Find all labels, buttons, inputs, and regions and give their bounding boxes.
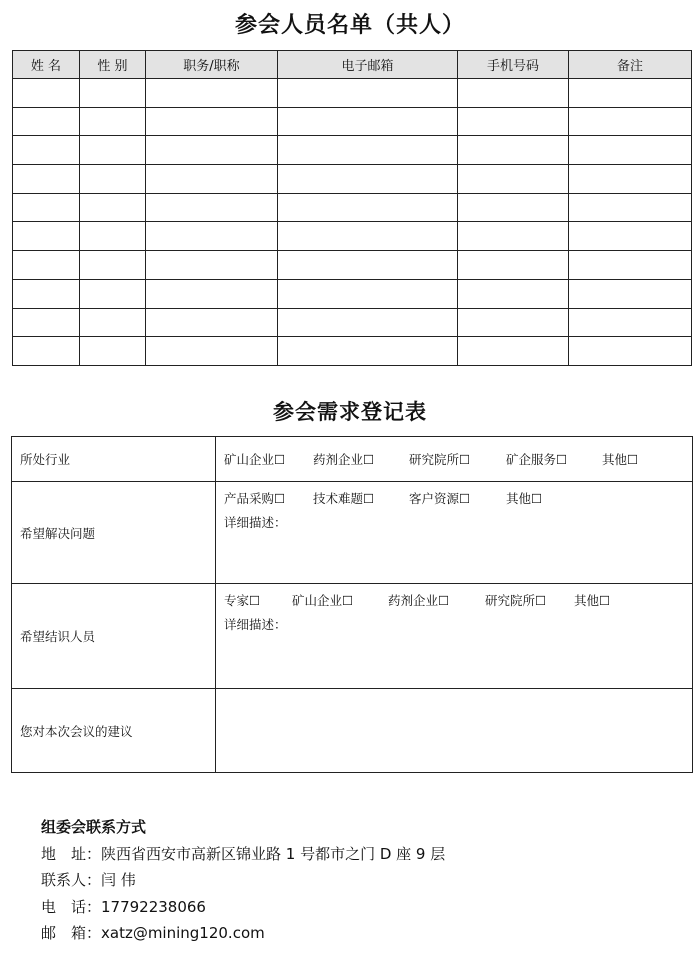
problem-label: 希望解决问题 xyxy=(12,482,216,584)
roster-cell[interactable] xyxy=(146,79,278,108)
roster-cell[interactable] xyxy=(458,165,569,194)
roster-cell[interactable] xyxy=(146,308,278,337)
suggest-label: 您对本次会议的建议 xyxy=(12,689,216,773)
roster-cell[interactable] xyxy=(146,337,278,366)
roster-cell[interactable] xyxy=(146,193,278,222)
roster-cell[interactable] xyxy=(569,193,692,222)
roster-row xyxy=(13,279,692,308)
roster-header-row xyxy=(13,51,692,79)
roster-cell[interactable] xyxy=(13,107,80,136)
roster-cell[interactable] xyxy=(458,222,569,251)
roster-cell[interactable] xyxy=(278,79,458,108)
roster-row xyxy=(13,337,692,366)
roster-cell[interactable] xyxy=(569,222,692,251)
roster-table xyxy=(12,50,692,366)
roster-cell[interactable] xyxy=(569,251,692,280)
people-detail[interactable]: 详细描述： xyxy=(224,617,287,632)
option-checkbox[interactable]: 药剂企业☐ xyxy=(313,452,375,467)
roster-cell[interactable] xyxy=(458,279,569,308)
roster-cell[interactable] xyxy=(146,107,278,136)
option-checkbox[interactable]: 产品采购☐ xyxy=(224,491,286,506)
roster-cell[interactable] xyxy=(80,222,146,251)
roster-row xyxy=(13,165,692,194)
roster-cell[interactable] xyxy=(458,251,569,280)
roster-cell[interactable] xyxy=(146,251,278,280)
roster-cell[interactable] xyxy=(13,337,80,366)
roster-cell[interactable] xyxy=(13,79,80,108)
roster-cell[interactable] xyxy=(80,107,146,136)
roster-cell[interactable] xyxy=(278,107,458,136)
contact-address: 地 址：陕西省西安市高新区锦业路 1 号都市之门 D 座 9 层 xyxy=(41,844,446,863)
needs-table xyxy=(11,436,693,773)
roster-row xyxy=(13,79,692,108)
roster-cell[interactable] xyxy=(80,308,146,337)
contact-block xyxy=(41,814,445,947)
roster-cell[interactable] xyxy=(569,165,692,194)
roster-cell[interactable] xyxy=(80,279,146,308)
roster-cell[interactable] xyxy=(458,107,569,136)
option-checkbox[interactable]: 客户资源☐ xyxy=(409,491,471,506)
roster-cell[interactable] xyxy=(458,79,569,108)
roster-body xyxy=(13,79,692,366)
roster-cell[interactable] xyxy=(458,193,569,222)
option-checkbox[interactable]: 矿山企业☐ xyxy=(224,452,286,467)
option-checkbox[interactable]: 研究院所☐ xyxy=(409,452,471,467)
roster-cell[interactable] xyxy=(146,279,278,308)
people-label: 希望结识人员 xyxy=(12,584,216,689)
roster-cell[interactable] xyxy=(13,165,80,194)
problem-options xyxy=(216,482,693,584)
roster-cell[interactable] xyxy=(569,337,692,366)
roster-header-email: 电子邮箱 xyxy=(278,51,458,79)
roster-title: 参会人员名单（共人） xyxy=(234,13,465,38)
roster-cell[interactable] xyxy=(278,165,458,194)
problem-row xyxy=(12,482,693,584)
contact-phone: 电 话：17792238066 xyxy=(41,897,206,916)
option-checkbox[interactable]: 矿企服务☐ xyxy=(506,452,568,467)
roster-row xyxy=(13,308,692,337)
roster-header-title: 职务/职称 xyxy=(146,51,278,79)
people-options xyxy=(216,584,693,689)
option-checkbox[interactable]: 矿山企业☐ xyxy=(292,593,354,608)
option-checkbox[interactable]: 药剂企业☐ xyxy=(388,593,450,608)
roster-cell[interactable] xyxy=(278,251,458,280)
roster-cell[interactable] xyxy=(278,308,458,337)
needs-title: 参会需求登记表 xyxy=(273,400,427,424)
roster-cell[interactable] xyxy=(569,136,692,165)
roster-cell[interactable] xyxy=(278,337,458,366)
option-checkbox[interactable]: 其他☐ xyxy=(574,593,611,608)
roster-cell[interactable] xyxy=(146,222,278,251)
roster-cell[interactable] xyxy=(80,337,146,366)
contact-person: 联系人：闫 伟 xyxy=(41,871,136,889)
roster-cell[interactable] xyxy=(569,308,692,337)
roster-cell[interactable] xyxy=(278,193,458,222)
roster-cell[interactable] xyxy=(13,279,80,308)
contact-email: 邮 箱：xatz@mining120.com xyxy=(41,924,265,942)
option-checkbox[interactable]: 其他☐ xyxy=(602,452,639,467)
roster-row xyxy=(13,193,692,222)
roster-cell[interactable] xyxy=(80,79,146,108)
roster-cell[interactable] xyxy=(80,165,146,194)
roster-header-phone: 手机号码 xyxy=(458,51,569,79)
suggest-input[interactable] xyxy=(216,689,693,773)
roster-cell[interactable] xyxy=(80,251,146,280)
roster-cell[interactable] xyxy=(278,222,458,251)
roster-cell[interactable] xyxy=(146,165,278,194)
option-checkbox[interactable]: 专家☐ xyxy=(224,593,261,608)
problem-detail[interactable]: 详细描述： xyxy=(224,515,287,530)
industry-label: 所处行业 xyxy=(12,437,216,482)
industry-options xyxy=(216,437,693,482)
option-checkbox[interactable]: 其他☐ xyxy=(506,491,543,506)
roster-cell[interactable] xyxy=(569,279,692,308)
roster-cell[interactable] xyxy=(13,193,80,222)
roster-header-remark: 备注 xyxy=(569,51,692,79)
roster-row xyxy=(13,222,692,251)
people-row xyxy=(12,584,693,689)
roster-row xyxy=(13,136,692,165)
roster-row xyxy=(13,251,692,280)
roster-cell[interactable] xyxy=(458,308,569,337)
roster-cell[interactable] xyxy=(13,308,80,337)
roster-cell[interactable] xyxy=(13,222,80,251)
roster-cell[interactable] xyxy=(146,136,278,165)
roster-cell[interactable] xyxy=(569,107,692,136)
roster-cell[interactable] xyxy=(13,136,80,165)
roster-cell[interactable] xyxy=(80,136,146,165)
roster-cell[interactable] xyxy=(458,337,569,366)
roster-cell[interactable] xyxy=(278,279,458,308)
roster-cell[interactable] xyxy=(80,193,146,222)
roster-header-gender: 性 别 xyxy=(80,51,146,79)
roster-cell[interactable] xyxy=(13,251,80,280)
roster-cell[interactable] xyxy=(278,136,458,165)
roster-cell[interactable] xyxy=(458,136,569,165)
option-checkbox[interactable]: 技术难题☐ xyxy=(313,491,375,506)
roster-header-name: 姓 名 xyxy=(13,51,80,79)
option-checkbox[interactable]: 研究院所☐ xyxy=(485,593,547,608)
contact-heading: 组委会联系方式 xyxy=(41,818,147,836)
roster-cell[interactable] xyxy=(569,79,692,108)
roster-row xyxy=(13,107,692,136)
suggest-row xyxy=(12,689,693,773)
industry-row xyxy=(12,437,693,482)
